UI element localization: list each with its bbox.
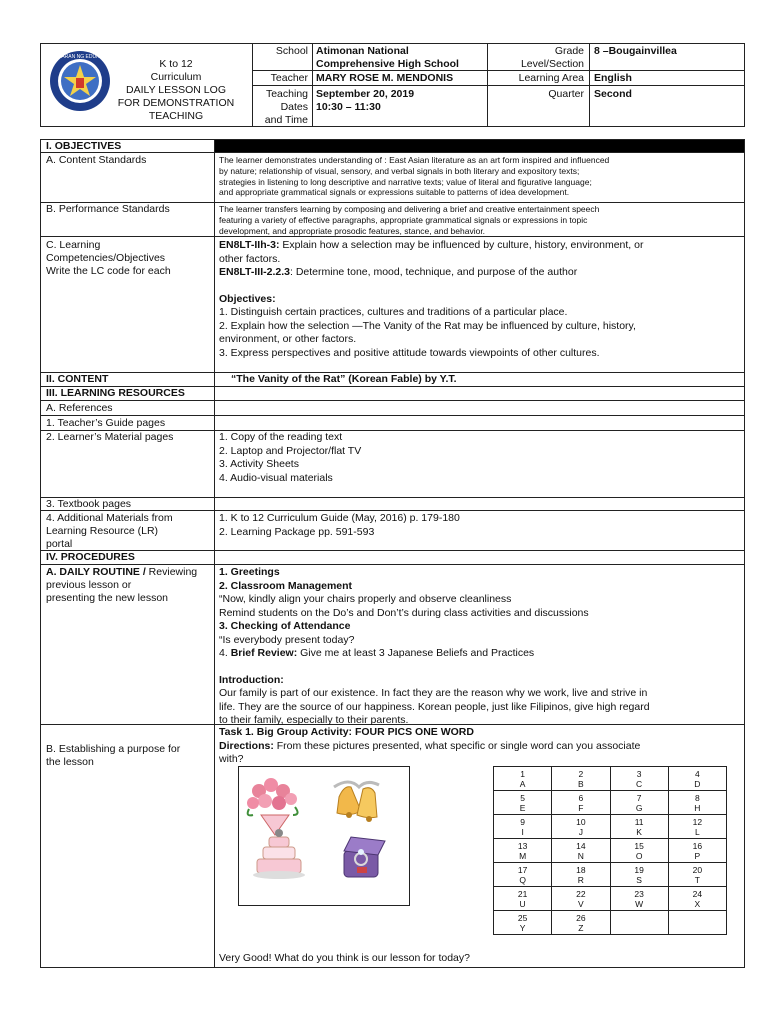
school-label: School	[275, 45, 308, 57]
code-letter: U	[519, 898, 526, 909]
code-number: 23	[634, 888, 644, 899]
purpose-label: B. Establishing a purpose for the lesson	[46, 743, 181, 768]
svg-text:KAGAWARAN NG EDUKASYON: KAGAWARAN NG EDUKASYON	[43, 54, 117, 60]
quarter-label: Quarter	[548, 88, 584, 100]
content-standards-text: The learner demonstrates understanding of : East Asian literature as an art form inspired and influenced by nature; relationship of visual, sensory, and verbal signals in both literary and expository texts; strategies in listening to long descriptive and narrative texts; value of literal and figurative language; and appropriate grammatical signals or expressions suitable to patterns of idea development.	[219, 155, 610, 198]
resources-heading: III. LEARNING RESOURCES	[46, 387, 185, 399]
code-grid-cell	[494, 911, 552, 935]
code-number: 10	[576, 816, 586, 827]
code-grid-cell	[610, 791, 668, 815]
code-letter: N	[577, 850, 584, 861]
grade-label: Grade Level/Section	[520, 45, 584, 70]
additional-materials-label: 4. Additional Materials from Learning Resource (LR) portal	[46, 512, 173, 550]
code-letter: Y	[519, 922, 526, 933]
teacher-value: MARY ROSE M. MENDONIS	[316, 72, 454, 84]
objectives-heading: I. OBJECTIVES	[46, 140, 122, 152]
code-grid-cell	[668, 911, 726, 935]
code-grid-cell	[668, 887, 726, 911]
school-value: Atimonan National Comprehensive High School	[316, 45, 459, 70]
code-letter: Z	[578, 922, 584, 933]
doc-title: K to 12 Curriculum DAILY LESSON LOG FOR DEMONSTRATION TEACHING	[117, 58, 235, 122]
wedding-cake-image	[253, 829, 305, 879]
code-number: 15	[634, 840, 644, 851]
objectives-header-bar	[214, 140, 744, 152]
code-number: 22	[576, 888, 586, 899]
code-letter: T	[694, 874, 700, 885]
code-letter: D	[694, 778, 701, 789]
four-pics-panel	[238, 766, 410, 906]
code-grid-cell	[494, 767, 552, 791]
code-grid-cell	[494, 839, 552, 863]
code-grid-row	[494, 767, 727, 791]
code-number: 16	[692, 840, 703, 851]
code-grid-cell	[610, 815, 668, 839]
code-grid-cell	[610, 767, 668, 791]
code-grid-cell	[494, 887, 552, 911]
code-grid-cell	[552, 887, 610, 911]
code-number: 2	[578, 768, 584, 779]
code-letter: W	[635, 898, 644, 909]
code-grid-cell	[668, 791, 726, 815]
code-grid-row	[494, 887, 727, 911]
references-label: A. References	[46, 402, 113, 414]
code-letter: E	[519, 802, 526, 813]
code-grid-cell	[668, 815, 726, 839]
teacher-label: Teacher	[270, 72, 308, 84]
code-letter: H	[694, 802, 701, 813]
teachers-guide-label: 1. Teacher’s Guide pages	[46, 417, 166, 429]
content-value: “The Vanity of the Rat” (Korean Fable) by Y.T.	[231, 373, 457, 385]
code-number: 1	[520, 768, 525, 779]
code-grid-cell	[610, 911, 668, 935]
performance-standards-label: B. Performance Standards	[46, 203, 170, 215]
code-grid-row	[494, 815, 727, 839]
code-grid-row	[494, 911, 727, 935]
code-grid-cell	[610, 839, 668, 863]
closing-question: Very Good! What do you think is our lesson for today?	[219, 952, 470, 964]
content-standards-label: A. Content Standards	[46, 154, 147, 166]
code-grid-cell	[552, 863, 610, 887]
code-number: 8	[695, 792, 700, 803]
bouquet-image	[247, 778, 298, 835]
code-letter: R	[577, 874, 584, 885]
competencies-label: C. Learning Competencies/Objectives Write the LC code for each	[46, 239, 171, 277]
dates-label: Teaching Dates and Time	[264, 88, 308, 126]
code-number: 11	[634, 816, 644, 827]
code-letter: B	[578, 778, 584, 789]
code-letter: K	[636, 826, 642, 837]
code-letter: O	[635, 850, 643, 861]
code-number: 13	[517, 840, 528, 851]
daily-routine-label: A. DAILY ROUTINE / Reviewing previous lesson or presenting the new lesson	[46, 566, 198, 604]
learners-material-list: 1. Copy of the reading text 2. Laptop and Projector/flat TV 3. Activity Sheets 4. Audio-visual materials	[219, 431, 362, 484]
code-number: 7	[636, 792, 642, 803]
additional-materials-list: 1. K to 12 Curriculum Guide (May, 2016) p. 179-180 2. Learning Package pp. 591-593	[219, 512, 460, 538]
code-letter: V	[578, 898, 584, 909]
code-letter: A	[519, 778, 526, 789]
code-grid-row	[494, 863, 727, 887]
code-number: 20	[692, 864, 703, 875]
code-grid-row	[494, 791, 727, 815]
code-letter: P	[694, 850, 701, 861]
procedures-heading: IV. PROCEDURES	[46, 551, 135, 563]
task-text: Task 1. Big Group Activity: FOUR PICS ONE WORD Directions: From these pictures presented, what specific or single word can you associate with?	[219, 726, 641, 765]
area-value: English	[594, 72, 632, 84]
code-number: 4	[695, 768, 700, 779]
code-number: 26	[576, 912, 586, 923]
ring-box-image	[344, 837, 385, 877]
code-grid-cell	[668, 839, 726, 863]
code-number: 14	[576, 840, 586, 851]
code-grid-cell	[610, 887, 668, 911]
code-grid-cell	[552, 839, 610, 863]
wedding-bells-image	[334, 782, 379, 822]
code-letter: Q	[519, 874, 526, 885]
code-letter: C	[636, 778, 643, 789]
code-grid-cell	[552, 911, 610, 935]
code-letter: I	[521, 826, 524, 837]
code-letter: G	[635, 802, 643, 813]
code-letter: L	[695, 826, 700, 837]
quarter-value: Second	[594, 88, 632, 100]
code-letter: X	[694, 898, 701, 909]
code-grid-cell	[494, 863, 552, 887]
code-grid-cell	[552, 767, 610, 791]
header-table	[40, 43, 745, 127]
dates-value: September 20, 2019 10:30 – 11:30	[316, 88, 415, 113]
code-number: 6	[578, 792, 584, 803]
daily-routine-text: 1. Greetings 2. Classroom Management “Now, kindly align your chairs properly and observe cleanliness Remind students on the Do’s and Don’t’s during class activities and discussions 3. Checking of Attendance “Is everybody present today? 4. Brief Review: Give me at least 3 Japanese Beliefs and Practices Introduction: Our family is part of our existence. In fact they are the reason why we work, live and strive in life. They are the source of our happiness. Korean people, just like Filipinos, give high regard to their family, especially to their parents.	[219, 566, 650, 726]
learners-material-label: 2. Learner’s Material pages	[46, 431, 174, 443]
code-number: 3	[636, 768, 642, 779]
content-heading: II. CONTENT	[46, 373, 109, 385]
code-grid-cell	[668, 767, 726, 791]
code-grid-cell	[668, 863, 726, 887]
code-grid-cell	[494, 815, 552, 839]
code-letter: M	[519, 850, 527, 861]
code-grid-row	[494, 839, 727, 863]
grade-value: 8 –Bougainvillea	[594, 45, 677, 57]
code-number: 9	[520, 816, 525, 827]
code-number: 12	[692, 816, 703, 827]
code-grid-cell	[494, 791, 552, 815]
code-number: 25	[517, 912, 528, 923]
letter-code-grid	[493, 766, 727, 935]
code-number: 5	[520, 792, 525, 803]
code-number: 18	[576, 864, 586, 875]
code-grid-cell	[552, 791, 610, 815]
competencies-text: EN8LT-IIh-3: Explain how a selection may be influenced by culture, history, environment, or other factors. EN8LT-III-2.2.3: Determine tone, mood, technique, and purpose of the author Objectives: 1. Distinguish certain practices, cultures and traditions of a particular place. 2. Explain how the selection —The Vanity of the Rat may be influenced by culture, history, environment, or other factors. 3. Express perspectives and positive attitude towards viewpoints of other cultures.	[219, 239, 644, 359]
area-label: Learning Area	[518, 72, 584, 84]
code-number: 17	[517, 864, 528, 875]
code-grid-cell	[552, 815, 610, 839]
performance-standards-text: The learner transfers learning by composing and delivering a brief and creative entertainment speech featuring a variety of effective paragraphs, appropriate grammatical signals or expressions in topic development, and appropriate prosodic features, stance, and behavior.	[219, 204, 600, 236]
code-number: 19	[634, 864, 644, 875]
code-grid-cell	[610, 863, 668, 887]
code-number: 21	[517, 888, 528, 899]
code-number: 24	[692, 888, 703, 899]
code-letter: S	[636, 874, 642, 885]
code-letter: F	[578, 802, 584, 813]
textbook-label: 3. Textbook pages	[46, 498, 132, 510]
code-letter: J	[578, 826, 583, 837]
